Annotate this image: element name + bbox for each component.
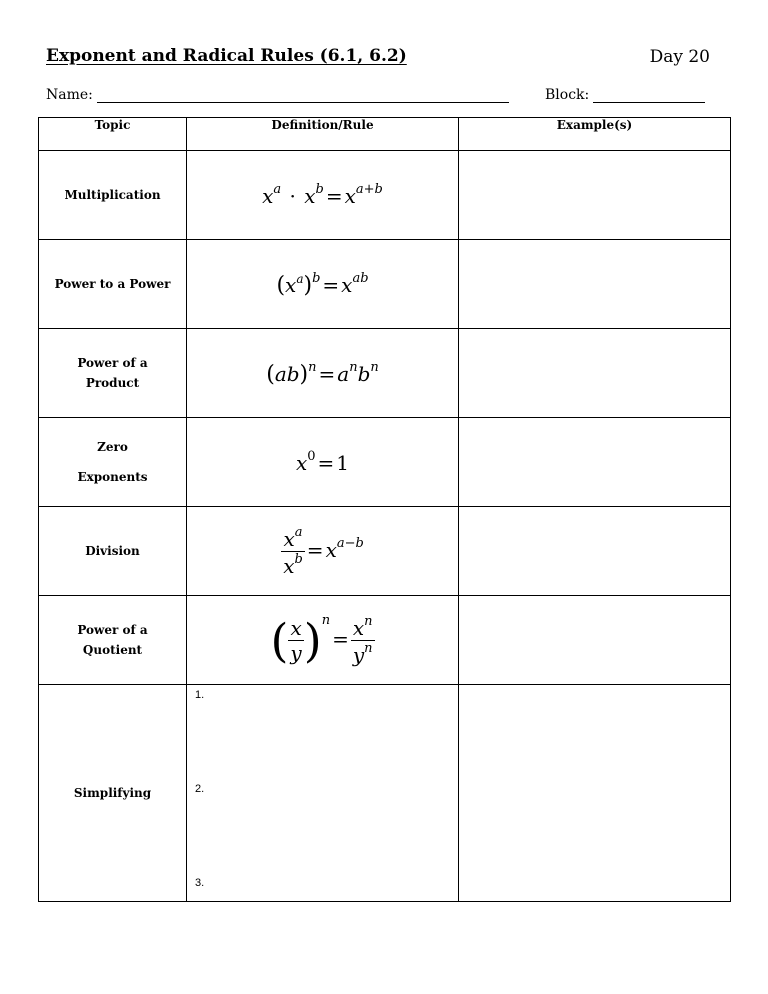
table-row [39, 507, 731, 596]
table-row [39, 329, 731, 418]
topic-label: Power to a Power [54, 277, 171, 291]
table-header-row [39, 118, 731, 151]
simplify-item-1: 1. [195, 689, 205, 701]
rule-cell [187, 151, 459, 240]
multiplication-rule: $x^a \cdot x^b = x^{a+b}$ [262, 182, 383, 208]
simplifying-work-cell[interactable] [187, 685, 459, 902]
rule-cell [187, 240, 459, 329]
example-cell[interactable] [459, 507, 731, 596]
example-cell[interactable] [459, 685, 731, 902]
example-cell[interactable] [459, 596, 731, 685]
zero-exponent-rule: $x^0 = 1$ [295, 449, 350, 475]
topic-header: Topic [39, 118, 187, 151]
example-cell[interactable] [459, 151, 731, 240]
rule-cell [187, 507, 459, 596]
topic-label: Simplifying [73, 786, 152, 800]
topic-label: Division [85, 544, 140, 558]
block-label: Block: [545, 87, 590, 103]
example-cell[interactable] [459, 329, 731, 418]
rule-cell [187, 329, 459, 418]
examples-header: Example(s) [459, 118, 731, 151]
rules-table [38, 117, 731, 902]
power-of-quotient-rule: ( $\frac{x}{y}$ )$^n$= $\frac{x^n}{y^n}$ [270, 613, 373, 668]
table-row [39, 685, 731, 902]
example-cell[interactable] [459, 240, 731, 329]
topic-label-line2: Product [85, 376, 140, 390]
topic-label-line1: Power of a [77, 356, 148, 370]
topic-label: Multiplication [64, 188, 161, 202]
division-rule: $\frac{x^a}{x^b}$ = $x^{a-b}$ [283, 524, 364, 578]
topic-cell [39, 685, 187, 902]
definition-header: Definition/Rule [187, 118, 459, 151]
block-field-row [545, 86, 705, 103]
day-label: Day 20 [649, 47, 710, 67]
block-blank-line[interactable] [593, 86, 705, 103]
power-of-product-rule: $(ab)^n = a^nb^n$ [266, 359, 379, 387]
table-row [39, 418, 731, 507]
table-row [39, 151, 731, 240]
name-label: Name: [46, 87, 93, 103]
topic-label-line1: Zero [97, 440, 128, 454]
topic-label-line1: Power of a [77, 623, 148, 637]
topic-cell [39, 151, 187, 240]
topic-cell [39, 418, 187, 507]
topic-cell [39, 507, 187, 596]
topic-cell [39, 596, 187, 685]
rule-cell [187, 596, 459, 685]
topic-label-line2: Quotient [82, 643, 143, 657]
table-row [39, 240, 731, 329]
topic-cell [39, 329, 187, 418]
table-row [39, 596, 731, 685]
example-cell[interactable] [459, 418, 731, 507]
topic-label-line2: Exponents [77, 470, 148, 484]
worksheet-title: Exponent and Radical Rules (6.1, 6.2) [46, 46, 407, 66]
rule-cell [187, 418, 459, 507]
simplify-item-3: 3. [195, 877, 205, 889]
power-to-power-rule: $(x^a)^b = x^{ab}$ [276, 270, 369, 298]
topic-cell [39, 240, 187, 329]
name-blank-line[interactable] [97, 86, 509, 103]
name-field-row [46, 86, 509, 103]
simplify-item-2: 2. [195, 783, 205, 795]
